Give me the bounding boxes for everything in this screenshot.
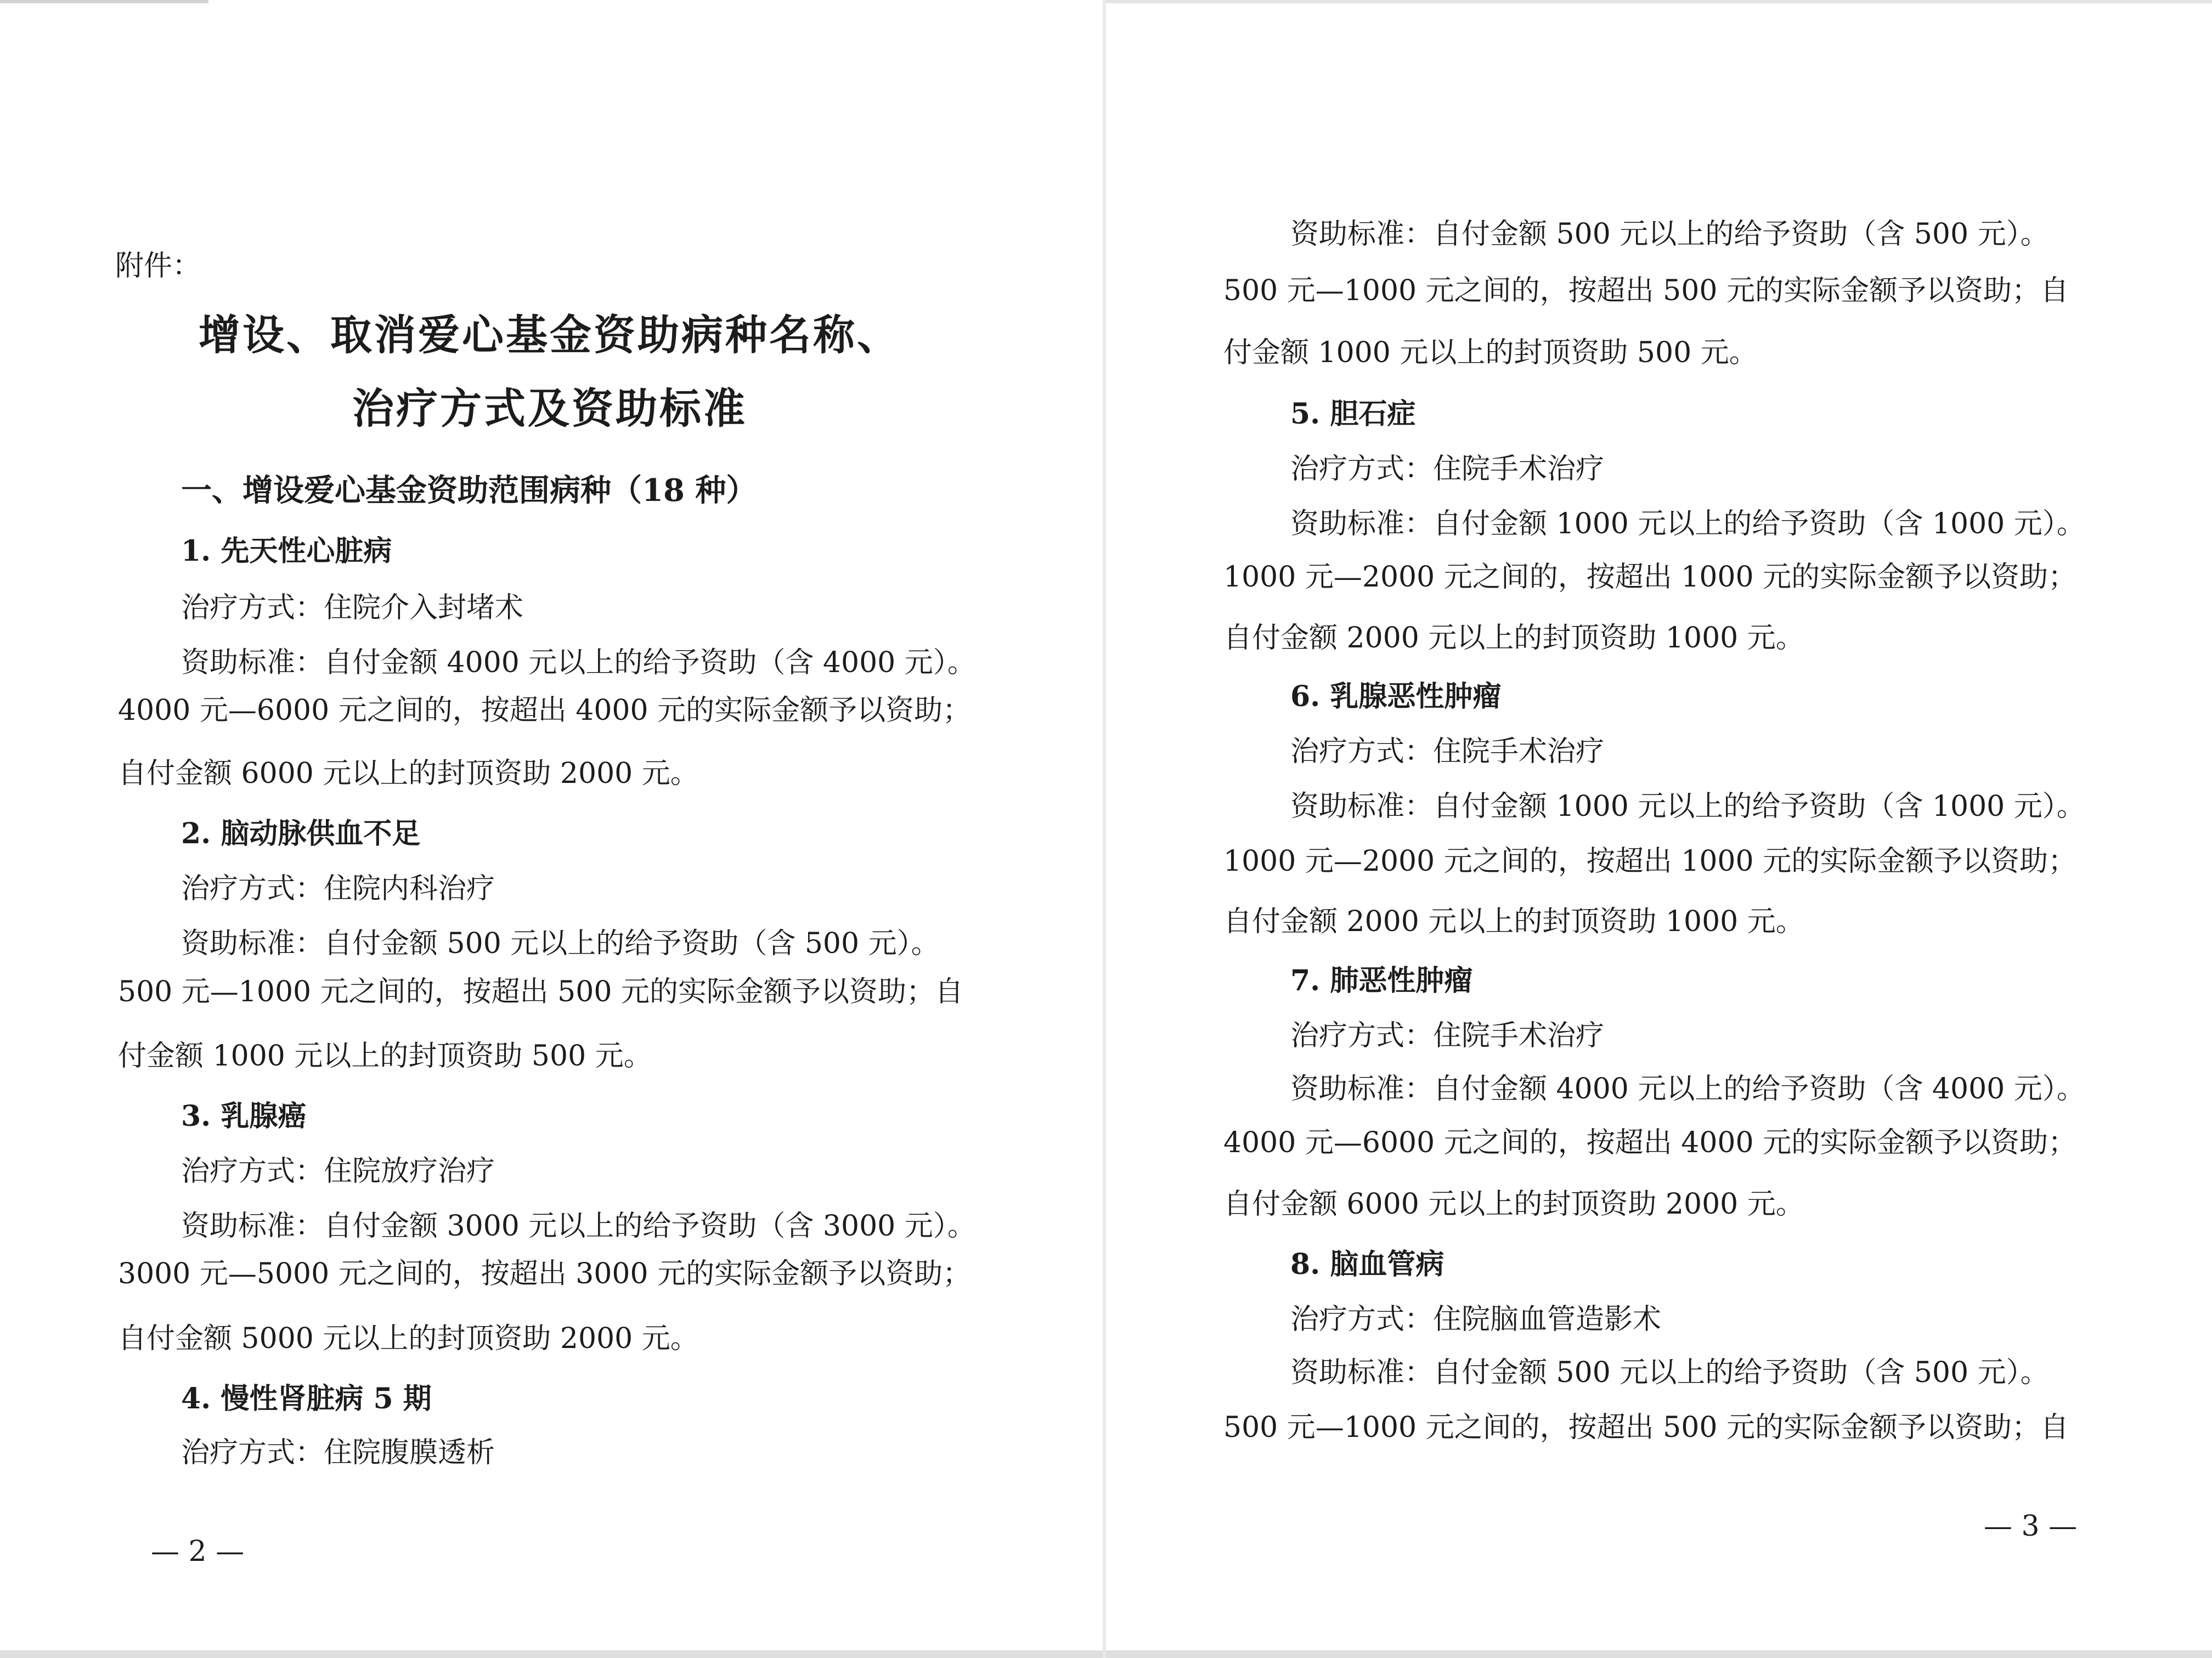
disease-heading: 1. 先天性心脏病 — [181, 534, 392, 568]
disease-heading: 7. 肺恶性肿瘤 — [1290, 964, 1473, 997]
funding-standard: 资助标准：自付金额 500 元以上的给予资助（含 500 元）。 — [181, 927, 940, 960]
disease-heading: 6. 乳腺恶性肿瘤 — [1290, 680, 1502, 713]
funding-standard-continued: 付金额 1000 元以上的封顶资助 500 元。 — [1223, 336, 1758, 369]
funding-standard-continued: 3000 元—5000 元之间的，按超出 3000 元的实际金额予以资助； — [118, 1257, 972, 1290]
funding-standard: 资助标准：自付金额 500 元以上的给予资助（含 500 元）。 — [1290, 1356, 2049, 1389]
treatment-method: 治疗方式：住院手术治疗 — [1290, 735, 1605, 768]
document-title-line-1: 增设、取消爱心基金资助病种名称、 — [199, 311, 901, 359]
document-page-right — [1106, 0, 2212, 1658]
disease-heading: 3. 乳腺癌 — [181, 1099, 307, 1133]
attachment-label: 附件： — [115, 250, 201, 283]
funding-standard-continued: 自付金额 5000 元以上的封顶资助 2000 元。 — [118, 1322, 699, 1355]
scan-edge — [1106, 1650, 2212, 1658]
funding-standard-continued: 自付金额 2000 元以上的封顶资助 1000 元。 — [1223, 622, 1804, 655]
document-title-line-2: 治疗方式及资助标准 — [352, 384, 747, 433]
document-page-left — [0, 0, 1103, 1658]
funding-standard-continued: 1000 元—2000 元之间的，按超出 1000 元的实际金额予以资助； — [1223, 845, 2077, 878]
disease-heading: 4. 慢性肾脏病 5 期 — [181, 1382, 432, 1415]
funding-standard-continued: 4000 元—6000 元之间的，按超出 4000 元的实际金额予以资助； — [1223, 1126, 2077, 1159]
funding-standard: 资助标准：自付金额 1000 元以上的给予资助（含 1000 元）。 — [1290, 790, 2085, 823]
funding-standard-continued: 4000 元—6000 元之间的，按超出 4000 元的实际金额予以资助； — [118, 694, 972, 727]
treatment-method: 治疗方式：住院脑血管造影术 — [1290, 1303, 1662, 1336]
disease-heading: 2. 脑动脉供血不足 — [181, 817, 421, 850]
funding-standard-continued: 自付金额 6000 元以上的封顶资助 2000 元。 — [118, 757, 699, 790]
scan-edge — [0, 1650, 1103, 1658]
funding-standard-continued: 500 元—1000 元之间的，按超出 500 元的实际金额予以资助；自 — [1223, 1411, 2069, 1444]
funding-standard-continued: 500 元—1000 元之间的，按超出 500 元的实际金额予以资助；自 — [118, 975, 963, 1008]
funding-standard: 资助标准：自付金额 500 元以上的给予资助（含 500 元）。 — [1290, 218, 2049, 251]
page-number: — 3 — — [1984, 1510, 2078, 1543]
funding-standard-continued: 1000 元—2000 元之间的，按超出 1000 元的实际金额予以资助； — [1223, 561, 2077, 594]
scan-edge — [1106, 0, 2212, 3]
funding-standard-continued: 500 元—1000 元之间的，按超出 500 元的实际金额予以资助；自 — [1223, 274, 2069, 307]
treatment-method: 治疗方式：住院腹膜透析 — [181, 1436, 495, 1469]
funding-standard-continued: 自付金额 6000 元以上的封顶资助 2000 元。 — [1223, 1188, 1804, 1221]
disease-heading: 8. 脑血管病 — [1290, 1248, 1444, 1281]
treatment-method: 治疗方式：住院手术治疗 — [1290, 453, 1605, 486]
funding-standard-continued: 自付金额 2000 元以上的封顶资助 1000 元。 — [1223, 905, 1804, 938]
treatment-method: 治疗方式：住院介入封堵术 — [181, 591, 524, 624]
funding-standard: 资助标准：自付金额 4000 元以上的给予资助（含 4000 元）。 — [1290, 1073, 2085, 1106]
page-number: — 2 — — [151, 1535, 245, 1568]
treatment-method: 治疗方式：住院内科治疗 — [181, 872, 495, 905]
funding-standard: 资助标准：自付金额 1000 元以上的给予资助（含 1000 元）。 — [1290, 507, 2085, 540]
funding-standard: 资助标准：自付金额 4000 元以上的给予资助（含 4000 元）。 — [181, 646, 976, 679]
funding-standard: 资助标准：自付金额 3000 元以上的给予资助（含 3000 元）。 — [181, 1210, 976, 1243]
disease-heading: 5. 胆石症 — [1290, 397, 1416, 431]
section-heading: 一、增设爱心基金资助范围病种（18 种） — [181, 472, 757, 509]
treatment-method: 治疗方式：住院放疗治疗 — [181, 1155, 495, 1188]
scan-edge — [0, 0, 208, 3]
funding-standard-continued: 付金额 1000 元以上的封顶资助 500 元。 — [118, 1040, 652, 1073]
treatment-method: 治疗方式：住院手术治疗 — [1290, 1019, 1605, 1052]
